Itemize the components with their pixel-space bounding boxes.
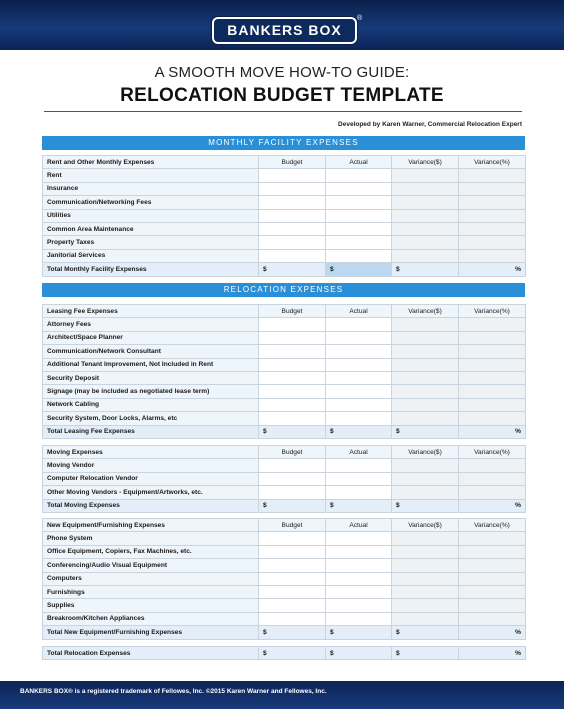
variance-percent-cell <box>459 222 526 235</box>
variance-percent-cell <box>459 486 526 499</box>
actual-cell[interactable] <box>326 572 392 585</box>
total-label: Total Leasing Fee Expenses <box>43 425 259 438</box>
grand-total-table <box>42 646 526 660</box>
budget-cell[interactable] <box>259 585 326 598</box>
budget-cell[interactable] <box>259 532 326 545</box>
column-header: Variance($) <box>392 446 459 459</box>
relocation-expenses-band: RELOCATION EXPENSES <box>42 283 525 297</box>
expense-label: Architect/Space Planner <box>43 331 259 344</box>
total-label: Total New Equipment/Furnishing Expenses <box>43 626 259 639</box>
variance-dollar-cell <box>392 599 459 612</box>
budget-cell[interactable] <box>259 358 326 371</box>
total-variance-percent-cell: % <box>459 263 526 276</box>
column-header: Variance($) <box>392 305 459 318</box>
variance-dollar-cell <box>392 209 459 222</box>
expense-row <box>43 472 526 485</box>
column-header: Actual <box>326 305 392 318</box>
column-header: Budget <box>259 156 326 169</box>
expense-row <box>43 585 526 598</box>
variance-percent-cell <box>459 612 526 625</box>
expense-label: Supplies <box>43 599 259 612</box>
total-variance-dollar-cell: $ <box>392 263 459 276</box>
column-header: Budget <box>259 446 326 459</box>
variance-dollar-cell <box>392 459 459 472</box>
actual-cell[interactable] <box>326 472 392 485</box>
equipment-table <box>42 518 526 640</box>
budget-cell[interactable] <box>259 486 326 499</box>
expense-row <box>43 559 526 572</box>
expense-row <box>43 486 526 499</box>
variance-dollar-cell <box>392 318 459 331</box>
total-row <box>43 626 526 639</box>
page-subtitle: A SMOOTH MOVE HOW-TO GUIDE: <box>154 64 410 81</box>
budget-cell[interactable] <box>259 412 326 425</box>
total-row <box>43 425 526 438</box>
expense-row <box>43 345 526 358</box>
column-header: Actual <box>326 519 392 532</box>
expense-row <box>43 398 526 411</box>
total-row <box>43 647 526 660</box>
variance-percent-cell <box>459 572 526 585</box>
expense-row <box>43 572 526 585</box>
total-actual-cell: $ <box>326 263 392 276</box>
variance-dollar-cell <box>392 371 459 384</box>
total-variance-dollar-cell: $ <box>392 647 459 660</box>
budget-cell[interactable] <box>259 345 326 358</box>
expense-label: Phone System <box>43 532 259 545</box>
total-variance-percent-cell: % <box>459 425 526 438</box>
expense-label: Computers <box>43 572 259 585</box>
variance-percent-cell <box>459 545 526 558</box>
variance-percent-cell <box>459 236 526 249</box>
leasing-table <box>42 304 526 439</box>
expense-label: Utilities <box>43 209 259 222</box>
actual-cell[interactable] <box>326 585 392 598</box>
section-heading: Rent and Other Monthly Expenses <box>43 156 259 169</box>
variance-dollar-cell <box>392 249 459 262</box>
expense-row <box>43 209 526 222</box>
expense-row <box>43 182 526 195</box>
budget-cell[interactable] <box>259 599 326 612</box>
variance-percent-cell <box>459 532 526 545</box>
variance-dollar-cell <box>392 385 459 398</box>
total-actual-cell: $ <box>326 425 392 438</box>
budget-cell[interactable] <box>259 209 326 222</box>
expense-label: Janitorial Services <box>43 249 259 262</box>
variance-percent-cell <box>459 398 526 411</box>
expense-label: Communication/Networking Fees <box>43 196 259 209</box>
actual-cell[interactable] <box>326 486 392 499</box>
expense-label: Communication/Network Consultant <box>43 345 259 358</box>
expense-label: Conferencing/Audio Visual Equipment <box>43 559 259 572</box>
variance-dollar-cell <box>392 236 459 249</box>
budget-cell[interactable] <box>259 612 326 625</box>
total-label: Total Moving Expenses <box>43 499 259 512</box>
total-budget-cell: $ <box>259 626 326 639</box>
expense-label: Common Area Maintenance <box>43 222 259 235</box>
column-header: Variance(%) <box>459 519 526 532</box>
actual-cell[interactable] <box>326 532 392 545</box>
section-heading: Moving Expenses <box>43 446 259 459</box>
budget-cell[interactable] <box>259 398 326 411</box>
total-row <box>43 263 526 276</box>
variance-percent-cell <box>459 459 526 472</box>
expense-label: Other Moving Vendors - Equipment/Artworks, etc. <box>43 486 259 499</box>
variance-dollar-cell <box>392 412 459 425</box>
budget-cell[interactable] <box>259 371 326 384</box>
actual-cell[interactable] <box>326 236 392 249</box>
section-heading: Leasing Fee Expenses <box>43 305 259 318</box>
expense-row <box>43 412 526 425</box>
expense-row <box>43 222 526 235</box>
variance-percent-cell <box>459 559 526 572</box>
variance-percent-cell <box>459 331 526 344</box>
moving-table <box>42 445 526 513</box>
variance-dollar-cell <box>392 398 459 411</box>
variance-percent-cell <box>459 196 526 209</box>
actual-cell[interactable] <box>326 182 392 195</box>
section-heading: New Equipment/Furnishing Expenses <box>43 519 259 532</box>
actual-cell[interactable] <box>326 412 392 425</box>
table-header-row <box>43 305 526 318</box>
author-credit: Developed by Karen Warner, Commercial Relocation Expert <box>338 121 522 128</box>
variance-dollar-cell <box>392 358 459 371</box>
variance-dollar-cell <box>392 331 459 344</box>
table-header-row <box>43 156 526 169</box>
budget-cell[interactable] <box>259 572 326 585</box>
monthly-expenses-band: MONTHLY FACILITY EXPENSES <box>42 136 525 150</box>
expense-label: Office Equipment, Copiers, Fax Machines, etc. <box>43 545 259 558</box>
variance-percent-cell <box>459 358 526 371</box>
variance-dollar-cell <box>392 545 459 558</box>
expense-label: Insurance <box>43 182 259 195</box>
expense-row <box>43 599 526 612</box>
column-header: Actual <box>326 156 392 169</box>
budget-cell[interactable] <box>259 182 326 195</box>
expense-row <box>43 545 526 558</box>
expense-label: Rent <box>43 169 259 182</box>
total-budget-cell: $ <box>259 499 326 512</box>
budget-cell[interactable] <box>259 249 326 262</box>
title-divider <box>44 111 522 112</box>
expense-label: Furnishings <box>43 585 259 598</box>
table-header-row <box>43 519 526 532</box>
variance-percent-cell <box>459 318 526 331</box>
expense-row <box>43 169 526 182</box>
total-label: Total Monthly Facility Expenses <box>43 263 259 276</box>
total-variance-dollar-cell: $ <box>392 626 459 639</box>
total-budget-cell: $ <box>259 263 326 276</box>
variance-dollar-cell <box>392 182 459 195</box>
variance-percent-cell <box>459 209 526 222</box>
variance-percent-cell <box>459 599 526 612</box>
total-variance-percent-cell: % <box>459 499 526 512</box>
column-header: Actual <box>326 446 392 459</box>
actual-cell[interactable] <box>326 222 392 235</box>
total-actual-cell: $ <box>326 647 392 660</box>
variance-percent-cell <box>459 412 526 425</box>
column-header: Variance($) <box>392 156 459 169</box>
column-header: Budget <box>259 305 326 318</box>
expense-row <box>43 612 526 625</box>
budget-cell[interactable] <box>259 472 326 485</box>
expense-label: Additional Tenant Improvement, Not Included in Rent <box>43 358 259 371</box>
expense-label: Attorney Fees <box>43 318 259 331</box>
variance-dollar-cell <box>392 612 459 625</box>
actual-cell[interactable] <box>326 398 392 411</box>
actual-cell[interactable] <box>326 545 392 558</box>
expense-row <box>43 249 526 262</box>
expense-row <box>43 236 526 249</box>
column-header: Variance(%) <box>459 156 526 169</box>
variance-percent-cell <box>459 385 526 398</box>
actual-cell[interactable] <box>326 559 392 572</box>
actual-cell[interactable] <box>326 459 392 472</box>
actual-cell[interactable] <box>326 385 392 398</box>
variance-dollar-cell <box>392 472 459 485</box>
actual-cell[interactable] <box>326 358 392 371</box>
total-budget-cell: $ <box>259 647 326 660</box>
actual-cell[interactable] <box>326 169 392 182</box>
variance-dollar-cell <box>392 345 459 358</box>
actual-cell[interactable] <box>326 209 392 222</box>
registered-mark: ® <box>357 15 363 22</box>
total-variance-dollar-cell: $ <box>392 499 459 512</box>
expense-row <box>43 318 526 331</box>
variance-dollar-cell <box>392 585 459 598</box>
budget-cell[interactable] <box>259 222 326 235</box>
budget-cell[interactable] <box>259 331 326 344</box>
expense-label: Moving Vendor <box>43 459 259 472</box>
variance-dollar-cell <box>392 572 459 585</box>
total-actual-cell: $ <box>326 626 392 639</box>
monthly-expenses-table <box>42 155 526 277</box>
column-header: Variance(%) <box>459 446 526 459</box>
variance-dollar-cell <box>392 486 459 499</box>
budget-cell[interactable] <box>259 196 326 209</box>
budget-cell[interactable] <box>259 236 326 249</box>
total-variance-dollar-cell: $ <box>392 425 459 438</box>
variance-dollar-cell <box>392 222 459 235</box>
footer-bar <box>0 681 564 709</box>
expense-label: Breakroom/Kitchen Appliances <box>43 612 259 625</box>
actual-cell[interactable] <box>326 612 392 625</box>
expense-label: Property Taxes <box>43 236 259 249</box>
budget-cell[interactable] <box>259 459 326 472</box>
budget-cell[interactable] <box>259 385 326 398</box>
variance-percent-cell <box>459 182 526 195</box>
expense-row <box>43 331 526 344</box>
variance-dollar-cell <box>392 532 459 545</box>
expense-row <box>43 385 526 398</box>
expense-label: Signage (may be included as negotiated lease term) <box>43 385 259 398</box>
expense-row <box>43 459 526 472</box>
actual-cell[interactable] <box>326 345 392 358</box>
variance-percent-cell <box>459 169 526 182</box>
expense-label: Security Deposit <box>43 371 259 384</box>
variance-dollar-cell <box>392 169 459 182</box>
expense-row <box>43 532 526 545</box>
budget-cell[interactable] <box>259 559 326 572</box>
total-budget-cell: $ <box>259 425 326 438</box>
variance-percent-cell <box>459 472 526 485</box>
expense-row <box>43 371 526 384</box>
column-header: Variance($) <box>392 519 459 532</box>
actual-cell[interactable] <box>326 318 392 331</box>
actual-cell[interactable] <box>326 599 392 612</box>
variance-percent-cell <box>459 371 526 384</box>
budget-cell[interactable] <box>259 545 326 558</box>
actual-cell[interactable] <box>326 249 392 262</box>
column-header: Variance(%) <box>459 305 526 318</box>
total-variance-percent-cell: % <box>459 647 526 660</box>
actual-cell[interactable] <box>326 371 392 384</box>
variance-percent-cell <box>459 345 526 358</box>
page-title: RELOCATION BUDGET TEMPLATE <box>120 85 444 106</box>
actual-cell[interactable] <box>326 331 392 344</box>
expense-row <box>43 196 526 209</box>
total-row <box>43 499 526 512</box>
total-actual-cell: $ <box>326 499 392 512</box>
variance-percent-cell <box>459 249 526 262</box>
total-label: Total Relocation Expenses <box>43 647 259 660</box>
variance-percent-cell <box>459 585 526 598</box>
footer-trademark: BANKERS BOX® is a registered trademark of Fellowes, Inc. ©2015 Karen Warner and Fellowes, Inc. <box>20 688 327 695</box>
expense-label: Computer Relocation Vendor <box>43 472 259 485</box>
table-header-row <box>43 446 526 459</box>
expense-label: Network Cabling <box>43 398 259 411</box>
variance-dollar-cell <box>392 559 459 572</box>
actual-cell[interactable] <box>326 196 392 209</box>
total-variance-percent-cell: % <box>459 626 526 639</box>
bankers-box-logo: BANKERS BOX <box>212 17 357 44</box>
variance-dollar-cell <box>392 196 459 209</box>
budget-cell[interactable] <box>259 318 326 331</box>
column-header: Budget <box>259 519 326 532</box>
expense-label: Security System, Door Locks, Alarms, etc <box>43 412 259 425</box>
budget-cell[interactable] <box>259 169 326 182</box>
expense-row <box>43 358 526 371</box>
